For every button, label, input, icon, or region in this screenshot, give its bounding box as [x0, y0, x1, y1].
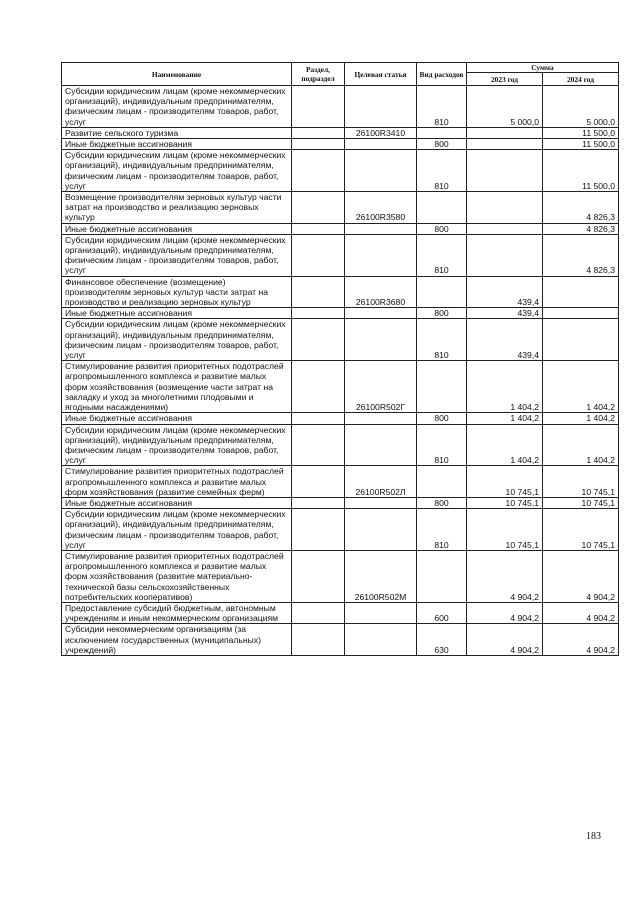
- cell-target: 26100R502Л: [345, 466, 417, 498]
- cell-2024: 4 904,2: [543, 602, 619, 623]
- cell-type: 810: [417, 150, 467, 192]
- cell-2024: 11 500,0: [543, 139, 619, 150]
- table-row: [62, 150, 619, 192]
- header-type: Вид расходов: [417, 63, 467, 86]
- cell-2024: 4 904,2: [543, 624, 619, 656]
- cell-type: [417, 466, 467, 498]
- cell-target: [345, 308, 417, 319]
- header-year-2023: 2023 год: [467, 73, 543, 86]
- table-row: [62, 234, 619, 276]
- cell-type: 800: [417, 139, 467, 150]
- cell-type: 800: [417, 308, 467, 319]
- table-row: [62, 319, 619, 361]
- table-row: [62, 86, 619, 128]
- cell-type: 600: [417, 602, 467, 623]
- table-header: [62, 63, 619, 86]
- cell-section: [292, 424, 345, 466]
- cell-section: [292, 127, 345, 138]
- cell-name: Стимулирование развития приоритетных подотраслей агропромышленного комплекса и развитие малых форм хозяйствования (возмещение части затрат на закладку и уход за многолетними плодовыми и ягодными насаждениями): [62, 361, 292, 413]
- cell-section: [292, 466, 345, 498]
- cell-2023: 439,4: [467, 276, 543, 308]
- cell-name: Развитие сельского туризма: [62, 127, 292, 138]
- cell-name: Субсидии юридическим лицам (кроме некоммерческих организаций), индивидуальным предпринимателям, физическим лицам - производителям товаров, работ, услуг: [62, 234, 292, 276]
- cell-type: [417, 361, 467, 413]
- cell-name: Предоставление субсидий бюджетным, автономным учреждениям и иным некоммерческим организациям: [62, 602, 292, 623]
- cell-target: 26100R3410: [345, 127, 417, 138]
- cell-2024: 1 404,2: [543, 413, 619, 424]
- cell-2024: 10 745,1: [543, 497, 619, 508]
- cell-2024: 1 404,2: [543, 424, 619, 466]
- cell-target: [345, 602, 417, 623]
- table-body: [62, 86, 619, 656]
- cell-2024: 4 826,3: [543, 234, 619, 276]
- table-row: [62, 192, 619, 224]
- cell-2023: [467, 127, 543, 138]
- cell-type: 810: [417, 86, 467, 128]
- header-section: Раздел, подраздел: [292, 63, 345, 86]
- page-number: 183: [586, 831, 601, 842]
- cell-section: [292, 361, 345, 413]
- header-target: Целевая статья: [345, 63, 417, 86]
- cell-name: Возмещение производителям зерновых культур части затрат на производство и реализацию зерновых культур: [62, 192, 292, 224]
- cell-section: [292, 497, 345, 508]
- table-row: [62, 413, 619, 424]
- cell-2024: [543, 319, 619, 361]
- table-row: [62, 139, 619, 150]
- table-row: [62, 308, 619, 319]
- cell-type: 800: [417, 413, 467, 424]
- table-row: [62, 497, 619, 508]
- cell-target: [345, 234, 417, 276]
- cell-2024: 4 826,3: [543, 192, 619, 224]
- cell-name: Иные бюджетные ассигнования: [62, 413, 292, 424]
- table-row: [62, 509, 619, 551]
- cell-name: Финансовое обеспечение (возмещение) производителям зерновых культур части затрат на производство и реализацию зерновых культур: [62, 276, 292, 308]
- cell-2023: [467, 139, 543, 150]
- cell-type: [417, 550, 467, 602]
- cell-2024: [543, 276, 619, 308]
- cell-2024: 5 000,0: [543, 86, 619, 128]
- table-row: [62, 424, 619, 466]
- cell-target: [345, 424, 417, 466]
- cell-type: 810: [417, 319, 467, 361]
- cell-type: 630: [417, 624, 467, 656]
- cell-2023: 10 745,1: [467, 497, 543, 508]
- cell-2023: 4 904,2: [467, 602, 543, 623]
- cell-type: 800: [417, 223, 467, 234]
- cell-type: 810: [417, 424, 467, 466]
- cell-2024: 11 500,0: [543, 150, 619, 192]
- cell-2024: 11 500,0: [543, 127, 619, 138]
- table-row: [62, 550, 619, 602]
- table-row: [62, 466, 619, 498]
- cell-type: 800: [417, 497, 467, 508]
- cell-2024: 1 404,2: [543, 361, 619, 413]
- cell-name: Иные бюджетные ассигнования: [62, 308, 292, 319]
- cell-2024: 4 826,3: [543, 223, 619, 234]
- cell-2023: 4 904,2: [467, 550, 543, 602]
- cell-type: 810: [417, 234, 467, 276]
- cell-2024: 10 745,1: [543, 466, 619, 498]
- cell-section: [292, 413, 345, 424]
- cell-2023: [467, 150, 543, 192]
- cell-name: Субсидии юридическим лицам (кроме некоммерческих организаций), индивидуальным предпринимателям, физическим лицам - производителям товаров, работ, услуг: [62, 509, 292, 551]
- cell-name: Субсидии юридическим лицам (кроме некоммерческих организаций), индивидуальным предпринимателям, физическим лицам - производителям товаров, работ, услуг: [62, 424, 292, 466]
- cell-name: Стимулирование развития приоритетных подотраслей агропромышленного комплекса и развитие малых форм хозяйствования (развитие семейных ферм): [62, 466, 292, 498]
- cell-target: [345, 150, 417, 192]
- cell-section: [292, 308, 345, 319]
- cell-2023: [467, 192, 543, 224]
- cell-section: [292, 550, 345, 602]
- table-row: [62, 127, 619, 138]
- table-row: [62, 223, 619, 234]
- cell-section: [292, 319, 345, 361]
- cell-name: Субсидии юридическим лицам (кроме некоммерческих организаций), индивидуальным предпринимателям, физическим лицам - производителям товаров, работ, услуг: [62, 86, 292, 128]
- cell-target: [345, 624, 417, 656]
- cell-name: Иные бюджетные ассигнования: [62, 497, 292, 508]
- header-sum: Сумма: [467, 63, 619, 73]
- cell-2023: 4 904,2: [467, 624, 543, 656]
- cell-section: [292, 139, 345, 150]
- cell-name: Субсидии некоммерческим организациям (за исключением государственных (муниципальных) учреждений): [62, 624, 292, 656]
- cell-name: Субсидии юридическим лицам (кроме некоммерческих организаций), индивидуальным предпринимателям, физическим лицам - производителям товаров, работ, услуг: [62, 150, 292, 192]
- cell-section: [292, 276, 345, 308]
- budget-table: [61, 62, 619, 656]
- cell-2023: 439,4: [467, 308, 543, 319]
- cell-2023: 1 404,2: [467, 413, 543, 424]
- table-row: [62, 361, 619, 413]
- cell-type: [417, 192, 467, 224]
- cell-target: 26100R502Г: [345, 361, 417, 413]
- cell-target: 26100R502М: [345, 550, 417, 602]
- cell-name: Стимулирование развития приоритетных подотраслей агропромышленного комплекса и развитие малых форм хозяйствования (развитие материально-технической базы сельскохозяйственных потребительских кооперативов): [62, 550, 292, 602]
- cell-target: [345, 497, 417, 508]
- cell-2023: 10 745,1: [467, 509, 543, 551]
- table-row: [62, 602, 619, 623]
- cell-section: [292, 234, 345, 276]
- cell-target: [345, 86, 417, 128]
- cell-2023: 439,4: [467, 319, 543, 361]
- header-name: Наименование: [62, 63, 292, 86]
- cell-2023: 1 404,2: [467, 361, 543, 413]
- cell-type: [417, 276, 467, 308]
- cell-target: [345, 509, 417, 551]
- cell-section: [292, 192, 345, 224]
- cell-target: [345, 319, 417, 361]
- cell-2024: [543, 308, 619, 319]
- cell-section: [292, 624, 345, 656]
- table-row: [62, 276, 619, 308]
- cell-name: Субсидии юридическим лицам (кроме некоммерческих организаций), индивидуальным предпринимателям, физическим лицам - производителям товаров, работ, услуг: [62, 319, 292, 361]
- header-year-2024: 2024 год: [543, 73, 619, 86]
- cell-type: 810: [417, 509, 467, 551]
- cell-2024: 10 745,1: [543, 509, 619, 551]
- cell-name: Иные бюджетные ассигнования: [62, 223, 292, 234]
- cell-2023: [467, 234, 543, 276]
- cell-name: Иные бюджетные ассигнования: [62, 139, 292, 150]
- cell-section: [292, 223, 345, 234]
- cell-section: [292, 602, 345, 623]
- cell-section: [292, 150, 345, 192]
- cell-target: 26100R3680: [345, 276, 417, 308]
- cell-target: 26100R3580: [345, 192, 417, 224]
- cell-2023: [467, 223, 543, 234]
- cell-type: [417, 127, 467, 138]
- cell-section: [292, 86, 345, 128]
- table-row: [62, 624, 619, 656]
- cell-2023: 1 404,2: [467, 424, 543, 466]
- cell-section: [292, 509, 345, 551]
- cell-2023: 10 745,1: [467, 466, 543, 498]
- cell-target: [345, 139, 417, 150]
- cell-2023: 5 000,0: [467, 86, 543, 128]
- cell-target: [345, 413, 417, 424]
- cell-2024: 4 904,2: [543, 550, 619, 602]
- cell-target: [345, 223, 417, 234]
